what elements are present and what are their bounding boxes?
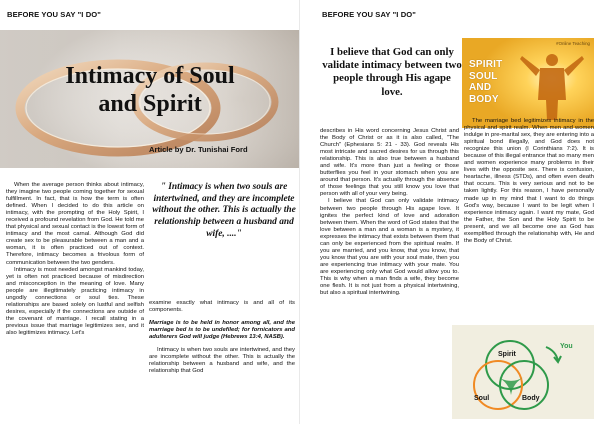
- word-spirit: SPIRIT: [469, 59, 503, 70]
- word-and: AND: [469, 82, 492, 93]
- paragraph: The marriage bed legitimizes intimacy in the physical and spirit realm. When men and women indulge in pre-marital sex, they are entering into a spiritual bond illegally, and God does not recognize this union (I Corinthians 7:2). It is because of this illegal entrance that so many men and women experience many problems in their lives with the opposite sex. There is confusion, heartache, illness (STDs), and often even death that occurs. This is very serious and not to be taken lightly. For this reason, I have personally made up in my mind that I want to do things God's way, because I want to be legit when I experience intimacy again. I want my mate, God the Father, the Son and the Holy Spirit to be present, and we all become one as God has exemplified through the relationship with, He and the Body of Christ.: [464, 118, 594, 244]
- paragraph: Intimacy is most needed amongst mankind today, yet is often not practiced because of misdirection and misconception in the meaning of love. Many people are illegitimately practicing intimacy in ungodly connections or soul ties. These relationships are based solely on lustful and selfish desires, especially if the connections are outside of the covenant of marriage. I recall stating in a previous issue that marriage legitimizes sex, and it also legitimizes intimacy. Let's: [6, 266, 144, 336]
- venn-label-body: Body: [522, 395, 540, 402]
- venn-label-soul: Soul: [474, 395, 490, 402]
- word-body: BODY: [469, 93, 499, 105]
- article-title-line1: Intimacy of Soul: [65, 63, 235, 89]
- online-teaching-tag: #Online Teaching: [556, 41, 590, 46]
- paragraph: Intimacy is when two souls are intertwined, and they are incomplete without the other. This is actually the relationship between a husband and wife, and the relationship that God: [149, 347, 295, 375]
- paragraph: I believe that God can only validate intimacy between two people through His agape love. It ignites the perfect kind of love and adoration between them. When the word of God states that the love between a man and a woman is a mystery, it expresses the intimacy that exists between them that can only be experienced from the spiritual realm. If you are married, and you know, that you know, that you know that you are with your soul mate, then you are experiencing true intimacy with your mate. You are experiencing only what God would allow you to. This is why when a man finds a wife, they become one flesh. It is not just from a physical intertwining, but also a spiritual intertwining.: [320, 198, 459, 297]
- right-column-1: [320, 128, 459, 297]
- venn-label-you: You: [560, 343, 573, 350]
- article-title-line2: and Spirit: [98, 91, 202, 117]
- section-heading: I believe that God can only validate intimacy between two people through His agape love.: [322, 46, 462, 98]
- running-head-left: BEFORE YOU SAY "I DO": [7, 10, 101, 19]
- article-title: [0, 62, 300, 118]
- left-column-1: [6, 182, 144, 337]
- article-byline: Article by Dr. Tunishai Ford: [149, 145, 248, 154]
- scripture-quote: Marriage is to be held in honor among all, and the marriage bed is to be undefiled; for fornicators and adulterers God will judge (Hebrews 13:4, NASB).: [149, 320, 295, 341]
- spirit-soul-body-image: [462, 38, 594, 128]
- venn-diagram: [452, 325, 594, 419]
- running-head-right: BEFORE YOU SAY "I DO": [322, 10, 416, 19]
- paragraph: describes in His word concerning Jesus Christ and the Body of Christ or as it is also called, "The Church" (Ephesians 5: 21 - 33). God reveals His most intricate and sacred desires for us through this relationship. This is also true between a husband and wife. It's more than just a feeling or those butterflies you feel in your stomach when you are around that person. It's actually through the absence of those feelings that you still know you love that person with all of your very being.: [320, 128, 459, 198]
- paragraph: When the average person thinks about intimacy, they imagine two people coming together for sexual fulfillment. In fact, that is how the term is often defined. When I decided to do this article on intimacy, with the prompting of the Holy Spirit, I received a profound revelation from God. He told me that physical and sexual contact is the lowest form of intimacy and the most carnal. Although God did create sex to be pleasurable between a man and a woman, it is often practiced out of context. Therefore, intimacy becomes a frivolous form of communication between the two genders.: [6, 182, 144, 266]
- venn-label-spirit: Spirit: [498, 351, 516, 358]
- spirit-soul-body-words: [469, 59, 502, 105]
- spirit-soul-body-venn: [452, 325, 594, 419]
- word-soul: SOUL: [469, 70, 498, 82]
- pull-quote: " Intimacy is when two souls are intertwined, and they are incomplete without the other. This is actually the relationship between a husband and wife, ....": [152, 182, 296, 239]
- left-column-2: [149, 300, 295, 375]
- paragraph: examine exactly what intimacy is and all of its components.: [149, 300, 295, 314]
- right-column-2: [464, 118, 594, 245]
